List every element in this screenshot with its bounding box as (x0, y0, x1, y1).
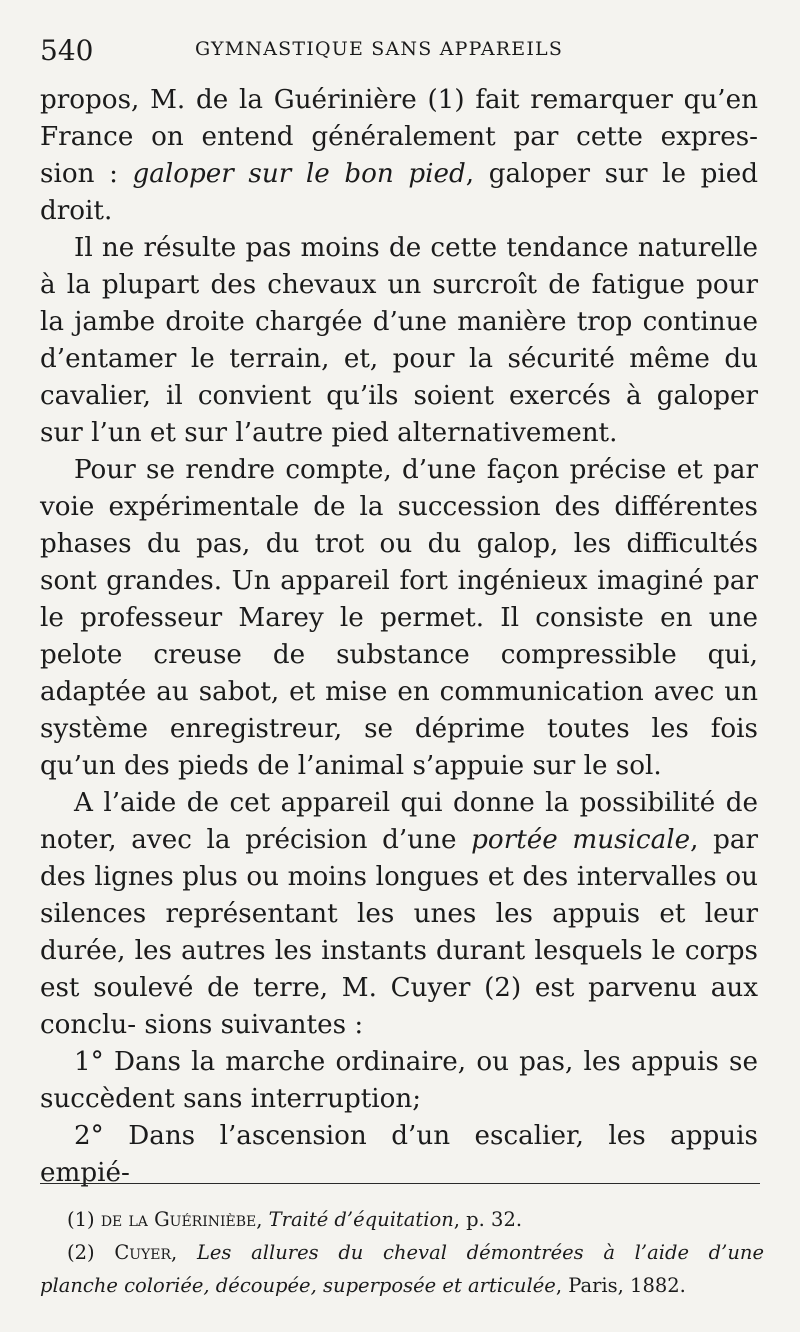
page-number: 540 (40, 34, 94, 67)
footnote-2-line-1: (2) Cuyer, Les allures du cheval démontrées à l’aide d’une (67, 1241, 764, 1264)
footnote-2-line-2 (40, 1269, 764, 1302)
paragraph-1-italic: galoper sur le bon pied (132, 159, 466, 189)
paragraph-2: Il ne résulte pas moins de cette tendance naturelle à la plupart des chevaux un surcroît de fatigue pour la jambe droite chargée d’une manière trop continue d’entamer le terrain, et, pour la sécurité même du cavalier, il convient qu’ils soient exercés à galoper sur l’un et sur l’autre pied alternativement. (40, 233, 758, 448)
footnote-1-marker: (1) (67, 1208, 95, 1231)
paragraph-1 (40, 82, 758, 230)
footnote-divider (40, 1183, 760, 1184)
footnote-2-title-line-2: planche coloriée, découpée, superposée et articulée (40, 1274, 556, 1297)
footnote-2-rest: , Paris, 1882. (555, 1274, 686, 1297)
page-header (40, 34, 758, 82)
footnote-1-rest: , p. 32. (453, 1208, 523, 1231)
footnote-2 (40, 1236, 764, 1302)
paragraph-4-italic: portée musicale (471, 825, 691, 855)
running-title: GYMNASTIQUE SANS APPAREILS (195, 38, 564, 60)
paragraph-6: 2° Dans l’ascension d’un escalier, les appuis empié- (40, 1121, 758, 1188)
paragraph-5: 1° Dans la marche ordinaire, ou pas, les appuis se succèdent sans interruption; (40, 1047, 758, 1114)
paragraph-4 (40, 785, 758, 1044)
footnote-2-title-line-1: Les allures du cheval démontrées à l’aide d’une (196, 1241, 764, 1264)
footnotes (40, 1203, 764, 1302)
footnote-1-line: (1) de la Guérinièbe, Traité d’équitation, p. 32. (67, 1208, 523, 1231)
paragraph-1-end: , galoper sur le pied droit. (40, 159, 758, 226)
body-text (40, 82, 758, 1192)
footnote-2-author: Cuyer (114, 1241, 172, 1264)
paragraph-4-end: , par des lignes plus ou moins longues et des intervalles ou silences représentant les unes les appuis et leur durée, les autres les instants durant lesquels le corps est soulevé de terre, M. Cuyer (2) est parvenu aux conclu- sions suivantes : (40, 825, 758, 1040)
footnote-1 (40, 1203, 764, 1236)
footnote-2-marker: (2) (67, 1241, 95, 1264)
paragraph-3: Pour se rendre compte, d’une façon précise et par voie expérimentale de la succession des différentes phases du pas, du trot ou du galop, les difficultés sont grandes. Un appareil fort ingénieux imaginé par le professeur Marey le permet. Il consiste en une pelote creuse de substance compressible qui, adaptée au sabot, et mise en communication avec un système enregistreur, se déprime toutes les fois qu’un des pieds de l’animal s’appuie sur le sol. (40, 455, 758, 781)
footnote-1-title: Traité d’équitation (268, 1208, 454, 1231)
footnote-1-author: de la Guérinièbe (100, 1208, 257, 1231)
paragraph-1-start: propos, M. de la Guérinière (1) fait remarquer qu’en France on entend généralement par cette expres- sion : (40, 85, 758, 189)
paragraph-4-start: A l’aide de cet appareil qui donne la possibilité de noter, avec la précision d’une (40, 788, 758, 855)
